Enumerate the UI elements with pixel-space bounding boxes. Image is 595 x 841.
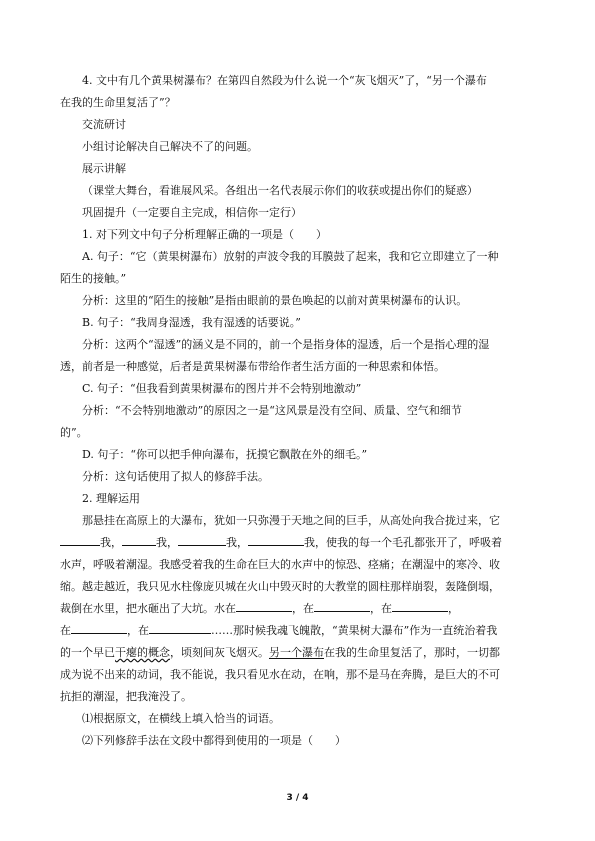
fill-blank-7[interactable] (392, 599, 448, 612)
sub-question-2: ⑵下列修辞手法在文段中都得到使用的一项是（ ） (82, 734, 346, 747)
sub-question-1: ⑴根据原文，在横线上填入恰当的词语。 (82, 712, 280, 725)
passage-line-8: 成为说不出来的动词，我不能说，我只看见水在动，在响，那不是马在奔腾，是巨大的不可 (60, 668, 500, 681)
underlined-phrase: 另一个瀑布 (269, 646, 324, 659)
fill-blank-5[interactable] (236, 599, 292, 612)
option-a-analysis: 分析：这里的“陌生的接触”是指由眼前的景色唤起的以前对黄果树瀑布的认识。 (82, 294, 468, 307)
fill-blank-2[interactable] (122, 533, 156, 546)
passage-line-4: 缩。越走越近，我只见水柱像庞贝城在火山中毁灭时的大教堂的圆柱那样崩裂，轰隆倒塌， (60, 580, 500, 593)
fill-blank-9[interactable] (149, 621, 211, 634)
section-heading-discussion: 交流研讨 (82, 118, 126, 131)
option-b-analysis-cont: 透，前者是一种感觉，后者是黄果树瀑布带给作者生活方面的一种思索和体悟。 (60, 360, 445, 373)
passage-line-7: 的一个早已干瘪的概念，顷刻间灰飞烟灭。另一个瀑布在我的生命里复活了，那时，一切都 (60, 646, 500, 659)
discussion-text: 小组讨论解决自己解决不了的问题。 (82, 140, 258, 153)
option-a-sentence: A. 句子：“它（黄果树瀑布）放射的声波令我的耳膜鼓了起来，我和它立即建立了一种 (82, 250, 499, 263)
fill-blank-6[interactable] (314, 599, 370, 612)
exercise-1-question: 1. 对下列文中句子分析理解正确的一项是（ ） (82, 228, 327, 241)
passage-line-2: 我， 我， 我， 我，使我的每一个毛孔都张开了，呼吸着 (60, 532, 538, 554)
fill-blank-8[interactable] (71, 621, 127, 634)
option-a-sentence-cont: 陌生的接触。” (60, 272, 127, 285)
fill-blank-4[interactable] (248, 533, 304, 546)
option-b-sentence: B. 句子：“我周身湿透，我有湿透的话要说。” (82, 316, 301, 329)
option-c-analysis: 分析：“不会特别地激动”的原因之一是“这风景是没有空间、质量、空气和细节 (82, 404, 462, 417)
section-heading-practice: 巩固提升（一定要自主完成，相信你一定行） (82, 206, 302, 219)
document-body (60, 70, 538, 752)
passage-line-3: 水声，呼吸着潮湿。我感受着我的生命在巨大的水声中的惊恐、痉痛；在潮湿中的寒冷、收 (60, 558, 500, 571)
page-number: 3 / 4 (286, 793, 309, 803)
question-4: 4. 文中有几个黄果树瀑布？在第四自然段为什么说一个“灰飞烟灭”了，“另一个瀑布 (82, 74, 487, 87)
section-heading-presentation: 展示讲解 (82, 162, 126, 175)
presentation-text: （课堂大舞台，看谁展风采。各组出一名代表展示你们的收获或提出你们的疑惑） (82, 184, 478, 197)
option-c-sentence: C. 句子：“但我看到黄果树瀑布的图片并不会特别地激动” (82, 382, 362, 395)
passage-line-5: 裁倒在水里，把水砸出了大坑。水在 ，在 ，在 ， (60, 598, 538, 620)
wavy-underlined-phrase: 干瘪的概念 (115, 646, 170, 659)
option-c-analysis-cont: 的”。 (60, 426, 88, 439)
passage-line-1: 那悬挂在高原上的大瀑布，犹如一只弥漫于天地之间的巨手，从高处向我合拢过来，它 (82, 514, 500, 527)
fill-blank-3[interactable] (178, 533, 226, 546)
option-d-sentence: D. 句子：“你可以把手伸向瀑布，抚摸它飘散在外的细毛。” (82, 448, 368, 461)
option-b-analysis: 分析：这两个“湿透”的涵义是不同的，前一个是指身体的湿透，后一个是指心理的湿 (82, 338, 490, 351)
passage-line-6: 在 ，在 ……那时候我魂飞魄散，“黄果树大瀑布”作为一直统治着我 (60, 620, 538, 642)
passage-line-9: 抗拒的潮湿，把我淹没了。 (60, 690, 192, 703)
fill-blank-1[interactable] (60, 533, 100, 546)
option-d-analysis: 分析：这句话使用了拟人的修辞手法。 (82, 470, 269, 483)
exercise-2-heading: 2. 理解运用 (82, 492, 140, 505)
question-4-cont: 在我的生命里复活了”？ (60, 96, 176, 109)
